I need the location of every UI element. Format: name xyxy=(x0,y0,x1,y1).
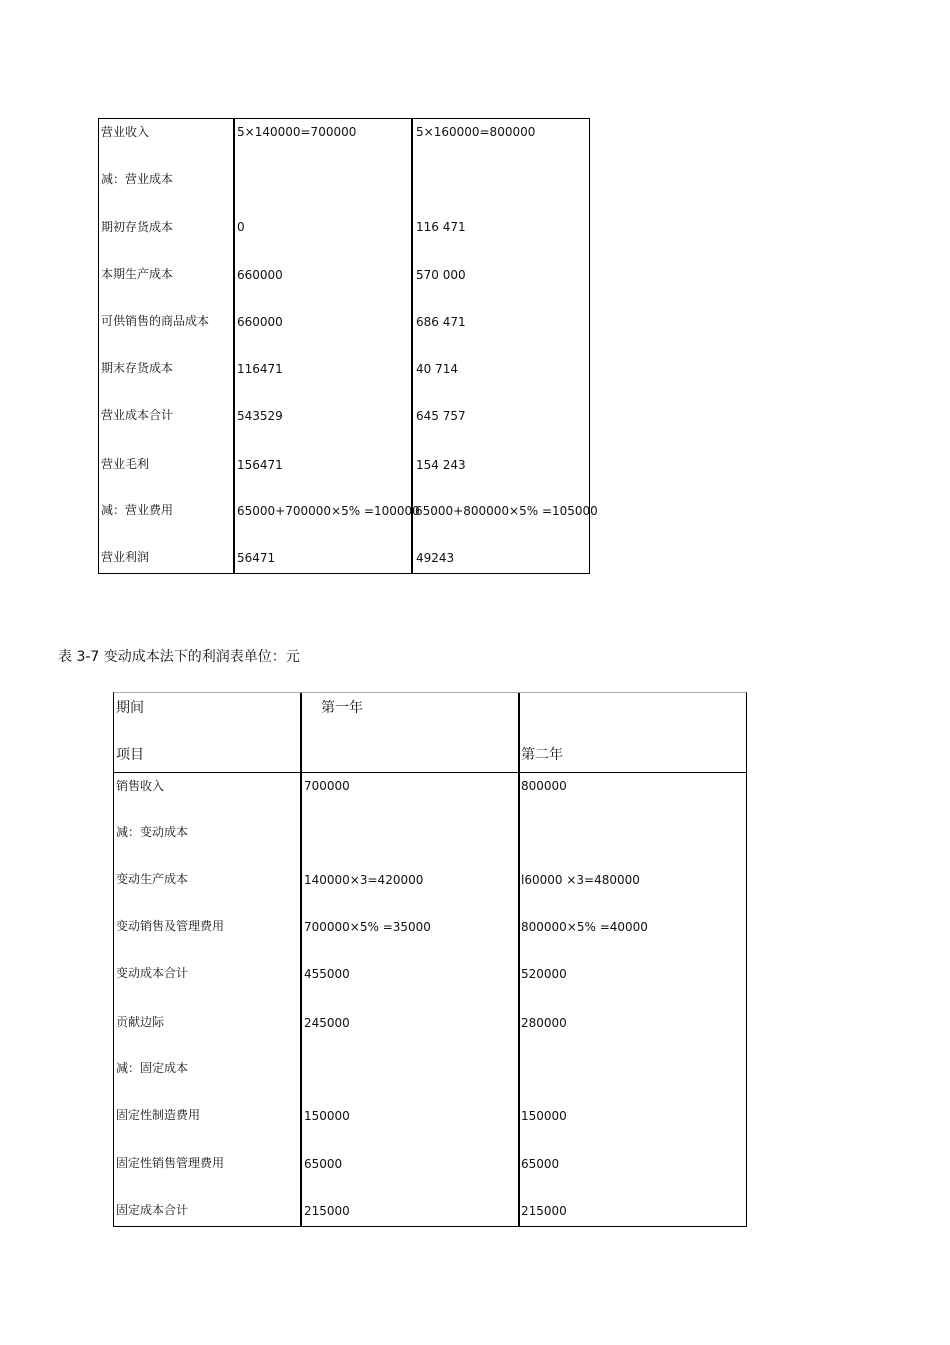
row-label: 减：营业成本 xyxy=(101,172,174,186)
year1-value: 700000×5% =35000 xyxy=(304,920,431,934)
year2-value: 116 471 xyxy=(416,220,466,234)
year2-value: 154 243 xyxy=(416,458,466,472)
year2-value: 65000 xyxy=(521,1157,560,1171)
year2-value: 645 757 xyxy=(416,409,466,423)
row-label: 营业毛利 xyxy=(101,457,150,471)
year2-value: 215000 xyxy=(521,1204,567,1218)
header-period: 期间 xyxy=(116,700,144,716)
year1-value: 245000 xyxy=(304,1016,350,1030)
year1-value: 56471 xyxy=(237,551,276,565)
year1-value: 156471 xyxy=(237,458,283,472)
table-caption: 表 3-7 变动成本法下的利润表单位：元 xyxy=(58,649,300,665)
table-divider xyxy=(233,119,235,573)
year2-value: 520000 xyxy=(521,967,567,981)
year1-value: 140000×3=420000 xyxy=(304,873,424,887)
year1-value: 455000 xyxy=(304,967,350,981)
year2-value: 5×160000=800000 xyxy=(416,125,536,139)
year1-value: 0 xyxy=(237,220,245,234)
row-label: 减：变动成本 xyxy=(116,825,189,839)
row-label: 变动生产成本 xyxy=(116,872,189,886)
year1-value: 116471 xyxy=(237,362,283,376)
row-label: 固定性制造费用 xyxy=(116,1108,201,1122)
header-year1: 第一年 xyxy=(321,700,363,716)
year1-value: 65000+700000×5% =100000 xyxy=(237,504,420,518)
row-label: 贡献边际 xyxy=(116,1015,165,1029)
header-year2: 第二年 xyxy=(521,747,563,763)
year1-value: 660000 xyxy=(237,268,283,282)
year1-value: 543529 xyxy=(237,409,283,423)
row-label: 减：固定成本 xyxy=(116,1061,189,1075)
year1-value: 700000 xyxy=(304,779,350,793)
year2-value: 280000 xyxy=(521,1016,567,1030)
absorption-cost-table xyxy=(98,118,598,574)
year1-value: 215000 xyxy=(304,1204,350,1218)
year2-value: 800000×5% =40000 xyxy=(521,920,648,934)
row-label: 可供销售的商品成本 xyxy=(101,314,210,328)
row-label: 固定性销售管理费用 xyxy=(116,1156,225,1170)
row-label: 变动成本合计 xyxy=(116,966,189,980)
header-divider xyxy=(114,772,746,773)
year2-value: 49243 xyxy=(416,551,455,565)
variable-cost-table xyxy=(113,692,747,1227)
year1-value: 5×140000=700000 xyxy=(237,125,357,139)
row-label: 营业利润 xyxy=(101,550,150,564)
row-label: 减：营业费用 xyxy=(101,503,174,517)
row-label: 变动销售及管理费用 xyxy=(116,919,225,933)
row-label: 期初存货成本 xyxy=(101,220,174,234)
year2-value: 800000 xyxy=(521,779,567,793)
year2-value: l60000 ×3=480000 xyxy=(521,873,640,887)
year2-value: 150000 xyxy=(521,1109,567,1123)
row-label: 营业收入 xyxy=(101,125,150,139)
row-label: 营业成本合计 xyxy=(101,408,174,422)
header-item: 项目 xyxy=(116,747,144,763)
year2-value: 570 000 xyxy=(416,268,466,282)
year2-value: 40 714 xyxy=(416,362,458,376)
row-label: 本期生产成本 xyxy=(101,267,174,281)
row-label: 固定成本合计 xyxy=(116,1203,189,1217)
year1-value: 660000 xyxy=(237,315,283,329)
year2-value: 686 471 xyxy=(416,315,466,329)
row-label: 销售收入 xyxy=(116,779,165,793)
year2-value: 65000+800000×5% =105000 xyxy=(415,504,598,518)
row-label: 期末存货成本 xyxy=(101,361,174,375)
year1-value: 65000 xyxy=(304,1157,343,1171)
year1-value: 150000 xyxy=(304,1109,350,1123)
